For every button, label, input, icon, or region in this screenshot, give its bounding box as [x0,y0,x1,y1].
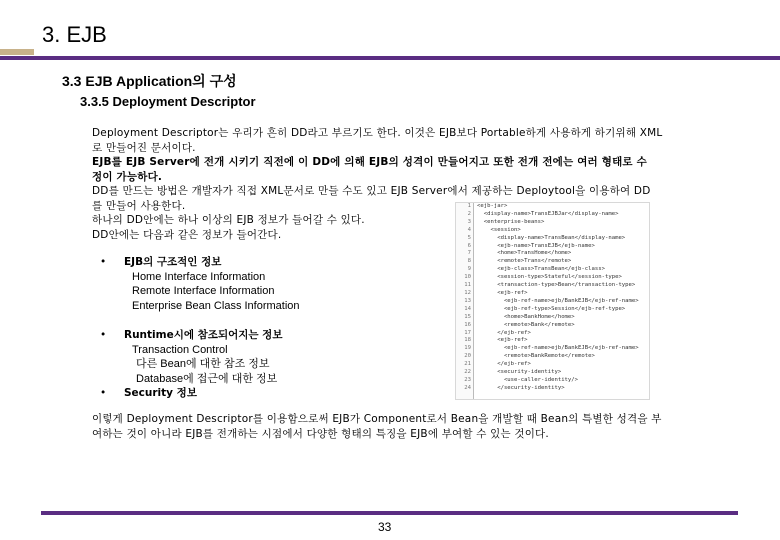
code-line-number: 9 [467,266,471,273]
code-line-number: 5 [467,234,471,241]
code-line-number: 7 [467,250,471,257]
section-heading: 3.3 EJB Application의 구성 [62,73,237,89]
code-line: <security-identity> [477,369,562,376]
code-line-number: 1 [467,203,471,209]
bottom-divider [41,511,738,515]
code-line-number: 14 [464,305,471,312]
code-line: </ejb-ref> [477,361,531,368]
summary-line: 이렇게 Deployment Descriptor를 이용함으로써 EJB가 Component로서 Bean을 개발할 때 Bean의 특별한 성격을 부 [92,413,662,425]
code-line-number: 6 [467,242,471,249]
code-line-number: 20 [464,353,471,360]
code-line-number: 17 [464,329,471,336]
code-line: <session-type>Stateful</session-type> [477,274,622,281]
code-line: <session> [477,226,521,233]
code-line-number: 18 [464,337,471,344]
code-line-number: 2 [467,210,471,217]
bullet-subitem: Remote Interface Information [132,285,275,297]
bullet-subitem: Database에 접근에 대한 정보 [136,372,278,385]
bullet-heading: EJB의 구조적인 정보 [124,256,222,268]
code-line-number: 10 [464,274,471,281]
intro-line: DD안에는 다음과 같은 정보가 들어간다. [92,228,282,241]
code-line: <home>BankHome</home> [477,313,575,320]
code-line: <ejb-ref-name>ejb/BankEJB</ejb-ref-name> [477,297,639,304]
subsection-heading: 3.3.5 Deployment Descriptor [80,94,256,109]
code-line: <transaction-type>Bean</transaction-type> [477,282,636,289]
code-line: <display-name>TransBean</display-name> [477,234,626,241]
code-line: <remote>BankRemote</remote> [477,353,595,360]
code-line-numbers [456,203,474,399]
code-line: <ejb-ref-type>Session</ejb-ref-type> [477,305,626,312]
bullet-subitem: 다른 Bean에 대한 참조 정보 [136,358,270,370]
code-line-number: 16 [464,321,471,328]
code-line-number: 19 [464,345,471,352]
deployment-descriptor-code-image [455,202,650,400]
slide-title: 3. EJB [42,22,107,47]
code-listing [477,203,639,393]
intro-line-bold: EJB를 EJB Server에 전개 시키기 직전에 이 DD에 의해 EJB의 성격이 만들어지고 또한 전개 전에는 여러 형태로 수 [92,156,647,168]
code-line-number: 15 [464,313,471,320]
code-line-number: 24 [464,384,471,391]
code-line-number: 11 [464,282,471,289]
intro-line-bold: 정이 가능하다. [92,170,163,183]
intro-line: DD를 만드는 방법은 개발자가 직접 XML문서로 만들 수도 있고 EJB Server에서 제공하는 Deploytool을 이용하여 DD [92,185,651,197]
intro-line: 를 만들어 사용한다. [92,199,186,212]
code-line: <ejb-ref-name>ejb/BankEJB</ejb-ref-name> [477,345,639,352]
code-line-number: 21 [464,361,471,368]
intro-line: 로 만들어진 문서이다. [92,141,196,154]
code-line-number: 8 [467,258,471,265]
code-line: <enterprise-beans> [477,218,545,225]
bullet-subitem: Enterprise Bean Class Information [132,299,300,312]
code-line: <remote>Trans</remote> [477,258,572,265]
code-line: <ejb-class>TransBean</ejb-class> [477,266,605,273]
intro-line: 하나의 DD안에는 하나 이상의 EJB 정보가 들어갈 수 있다. [92,214,365,226]
page-number: 33 [378,520,392,534]
code-line-number: 22 [464,369,471,376]
code-line-number: 3 [467,218,471,225]
bullet-heading: Security 정보 [124,387,197,399]
code-line-number: 12 [464,289,471,296]
code-line: <remote>Bank</remote> [477,321,575,328]
code-line: <home>TransHome</home> [477,250,572,257]
code-line-number: 13 [464,297,471,304]
code-line: <ejb-ref> [477,337,528,344]
summary-line: 여하는 것이 아니라 EJB를 전개하는 시점에서 다양한 형태의 특징을 EJB에 부여할 수 있는 것이다. [92,427,549,440]
bullet-subitem: Home Interface Information [132,270,266,283]
code-line: <ejb-ref> [477,289,528,296]
code-line: <ejb-name>TransEJB</ejb-name> [477,242,595,249]
bullet-dot: • [100,256,107,268]
code-line: <ejb-jar> [477,203,508,209]
code-line: <use-caller-identity/> [477,376,579,383]
bullet-heading: Runtime시에 참조되어지는 정보 [124,329,283,341]
code-line-number: 23 [464,376,471,383]
bullet-dot: • [100,329,107,341]
code-line: </security-identity> [477,384,565,391]
code-line: <display-name>TransEJBJar</display-name> [477,210,619,217]
bullet-subitem: Transaction Control [132,343,228,356]
code-line: </ejb-ref> [477,329,531,336]
top-divider [0,56,780,60]
bullet-dot: • [100,387,107,399]
summary-text [92,412,722,441]
decorative-accent-bar [0,49,34,55]
code-line-number: 4 [467,226,471,233]
intro-line: Deployment Descriptor는 우리가 흔히 DD라고 부르기도 한다. 이것은 EJB보다 Portable하게 사용하게 하기위해 XML [92,127,663,139]
